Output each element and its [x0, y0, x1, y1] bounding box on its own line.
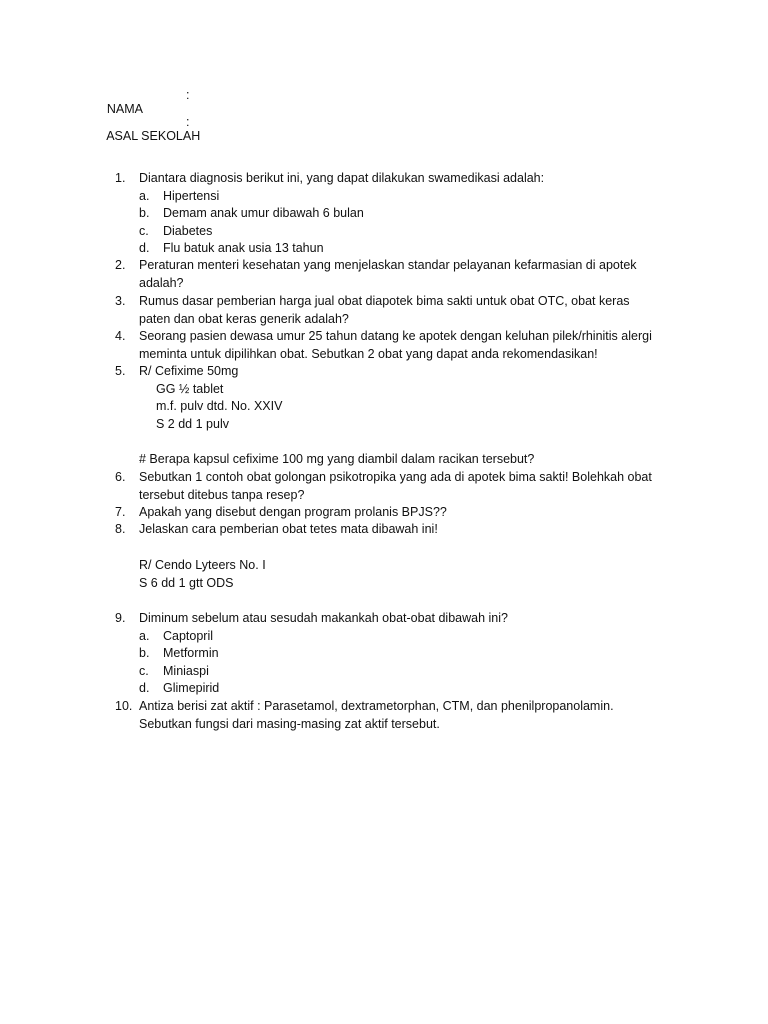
prescription-line: S 2 dd 1 pulv	[156, 416, 229, 431]
question-line: Peraturan menteri kesehatan yang menjelaskan standar pelayanan kefarmasian di apotek	[139, 258, 637, 272]
question-5	[115, 363, 695, 433]
question-1	[115, 170, 695, 258]
question-7	[115, 504, 695, 522]
option-text: Diabetes	[163, 223, 213, 238]
option-letter: b.	[139, 646, 150, 660]
question-8-prescription	[115, 557, 695, 592]
question-line: Sebutkan fungsi dari masing-masing zat aktif tersebut.	[139, 716, 440, 731]
question-line: adalah?	[139, 275, 184, 290]
prescription-line: GG ½ tablet	[156, 381, 224, 396]
option-text: Hipertensi	[163, 188, 220, 203]
question-number: 1.	[115, 171, 126, 185]
question-6	[115, 469, 695, 504]
option-letter: b.	[139, 206, 150, 220]
question-5-prompt	[115, 451, 695, 469]
question-number: 8.	[115, 522, 126, 536]
question-number: 9.	[115, 611, 126, 625]
sekolah-colon: :	[186, 115, 190, 129]
question-line: Sebutkan 1 contoh obat golongan psikotropika yang ada di apotek bima sakti! Bolehkah obat	[139, 470, 652, 484]
option-d	[139, 680, 695, 698]
question-line: tersebut ditebus tanpa resep?	[139, 487, 305, 502]
question-10	[115, 698, 695, 733]
option-letter: d.	[139, 681, 150, 695]
question-line: Apakah yang disebut dengan program prolanis BPJS??	[139, 505, 447, 519]
option-c	[139, 223, 695, 241]
question-4	[115, 328, 695, 363]
question-text: # Berapa kapsul cefixime 100 mg yang diambil dalam racikan tersebut?	[139, 452, 535, 466]
prescription-line: S 6 dd 1 gtt ODS	[139, 575, 234, 590]
option-letter: c.	[139, 223, 149, 238]
question-8	[115, 521, 695, 539]
prescription-line: m.f. pulv dtd. No. XXIV	[156, 399, 283, 413]
question-number: 6.	[115, 470, 126, 484]
question-number: 4.	[115, 329, 126, 343]
question-line: Rumus dasar pemberian harga jual obat diapotek bima sakti untuk obat OTC, obat keras	[139, 294, 630, 308]
sekolah-row	[93, 115, 200, 171]
option-letter: c.	[139, 663, 149, 678]
option-letter: d.	[139, 241, 150, 255]
option-letter: a.	[139, 628, 150, 643]
question-line: meminta untuk dipilihkan obat. Sebutkan 2 obat yang dapat anda rekomendasikan!	[139, 346, 598, 361]
option-a	[139, 188, 695, 206]
option-a	[139, 628, 695, 646]
option-text: Flu batuk anak usia 13 tahun	[163, 241, 324, 255]
nama-label: NAMA	[106, 102, 144, 116]
option-b	[139, 645, 695, 663]
sekolah-label: ASAL SEKOLAH	[106, 129, 201, 143]
question-text: Jelaskan cara pemberian obat tetes mata dibawah ini!	[139, 522, 438, 536]
question-text: Diantara diagnosis berikut ini, yang dapat dilakukan swamedikasi adalah:	[139, 171, 545, 185]
question-2	[115, 257, 695, 292]
question-number: 10.	[115, 699, 133, 713]
option-text: Glimepirid	[163, 681, 220, 695]
question-3	[115, 293, 695, 328]
option-c	[139, 663, 695, 681]
question-line: Seorang pasien dewasa umur 25 tahun datang ke apotek dengan keluhan pilek/rhinitis alergi	[139, 329, 652, 343]
prescription-line: R/ Cefixime 50mg	[139, 364, 239, 378]
option-d	[139, 240, 695, 258]
nama-colon: :	[186, 88, 190, 102]
option-text: Miniaspi	[163, 663, 209, 678]
question-number: 7.	[115, 505, 126, 519]
question-number: 3.	[115, 294, 126, 308]
question-text: Diminum sebelum atau sesudah makankah obat-obat dibawah ini?	[139, 611, 508, 625]
option-text: Demam anak umur dibawah 6 bulan	[163, 206, 364, 220]
prescription-line: R/ Cendo Lyteers No. I	[139, 558, 266, 572]
question-9	[115, 610, 695, 698]
option-text: Captopril	[163, 628, 214, 643]
question-number: 5.	[115, 364, 126, 378]
option-b	[139, 205, 695, 223]
question-line: Antiza berisi zat aktif : Parasetamol, dextrametorphan, CTM, dan phenilpropanolamin.	[139, 699, 614, 713]
question-number: 2.	[115, 258, 126, 272]
question-line: paten dan obat keras generik adalah?	[139, 311, 349, 326]
option-text: Metformin	[163, 646, 219, 660]
option-letter: a.	[139, 188, 150, 203]
